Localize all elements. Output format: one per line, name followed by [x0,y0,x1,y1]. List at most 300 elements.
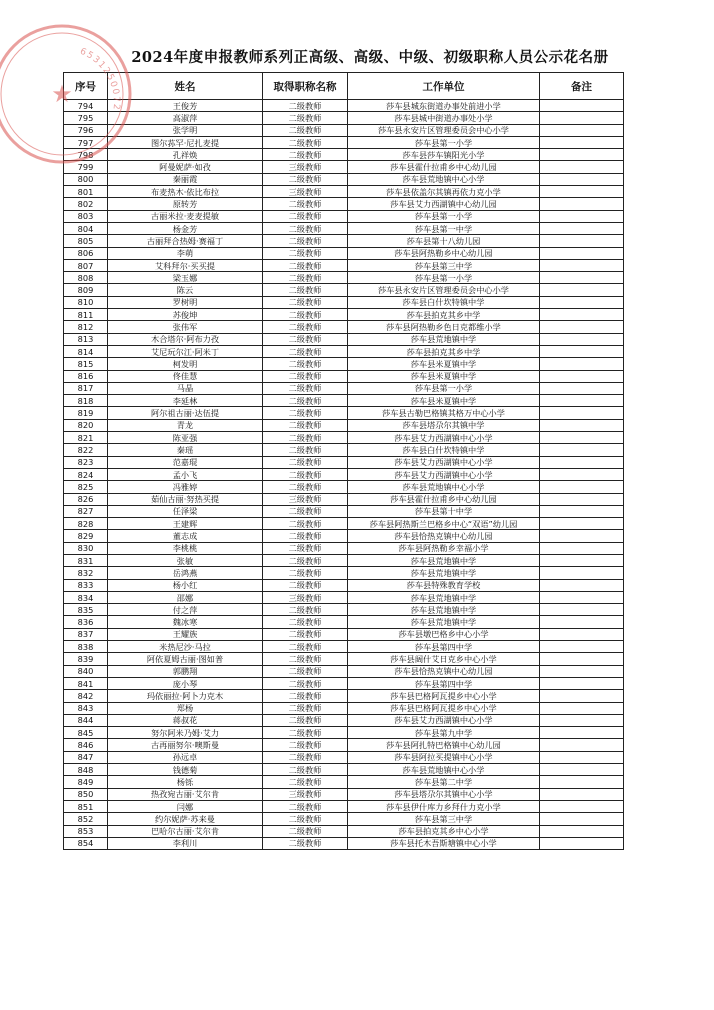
row-index: 818 [64,395,108,407]
row-name: 苏俊坤 [108,309,263,321]
table-row [64,395,624,407]
row-remark [540,628,624,640]
row-remark [540,161,624,173]
col-header-index: 序号 [64,73,108,100]
table-row [64,456,624,468]
table-row [64,100,624,112]
table-row [64,727,624,739]
row-title: 二级教师 [263,604,348,616]
row-index: 827 [64,505,108,517]
row-remark [540,641,624,653]
row-index: 822 [64,444,108,456]
row-remark [540,456,624,468]
row-index: 811 [64,309,108,321]
table-row [64,382,624,394]
table-row [64,653,624,665]
table-row [64,210,624,222]
row-workplace: 莎车县第二中学 [348,776,540,788]
row-workplace: 莎车县荒地镇中学 [348,554,540,566]
row-remark [540,616,624,628]
row-workplace: 莎车县阔什艾日克乡中心小学 [348,653,540,665]
row-name: 梁玉娜 [108,272,263,284]
row-name: 杨铄 [108,776,263,788]
row-title: 三级教师 [263,186,348,198]
table-row [64,247,624,259]
row-name: 热孜宛古丽·艾尔肯 [108,788,263,800]
row-index: 816 [64,370,108,382]
row-workplace: 莎车县米夏镇中学 [348,358,540,370]
table-row [64,567,624,579]
table-row [64,604,624,616]
row-name: 王俊芳 [108,100,263,112]
row-workplace: 莎车县白什坎特镇中学 [348,444,540,456]
row-title: 二级教师 [263,776,348,788]
row-title: 二级教师 [263,444,348,456]
row-workplace: 莎车县艾力西湖镇中心小学 [348,456,540,468]
row-name: 王建辉 [108,518,263,530]
row-remark [540,493,624,505]
row-title: 三级教师 [263,591,348,603]
row-name: 罗树明 [108,296,263,308]
row-index: 838 [64,641,108,653]
row-name: 木合塔尔·阿布力孜 [108,333,263,345]
table-row [64,641,624,653]
row-remark [540,407,624,419]
row-remark [540,837,624,849]
row-remark [540,333,624,345]
row-workplace: 莎车县第一小学 [348,136,540,148]
row-name: 陈云 [108,284,263,296]
table-row [64,739,624,751]
row-workplace: 莎车县荒地镇中学 [348,567,540,579]
table-row [64,149,624,161]
row-name: 约尔妮萨·苏来曼 [108,813,263,825]
row-title: 二级教师 [263,628,348,640]
table-row [64,173,624,185]
row-index: 836 [64,616,108,628]
table-row [64,358,624,370]
row-workplace: 莎车县阿热勒乡幸福小学 [348,542,540,554]
row-workplace: 莎车县霍什拉甫乡中心幼儿园 [348,161,540,173]
row-index: 843 [64,702,108,714]
row-index: 830 [64,542,108,554]
row-title: 二级教师 [263,124,348,136]
row-workplace: 莎车县拍克其乡中学 [348,309,540,321]
table-row [64,764,624,776]
row-title: 二级教师 [263,222,348,234]
row-index: 801 [64,186,108,198]
row-title: 二级教师 [263,554,348,566]
row-index: 844 [64,714,108,726]
row-title: 二级教师 [263,751,348,763]
row-workplace: 莎车县拍克其乡中学 [348,345,540,357]
row-title: 二级教师 [263,702,348,714]
row-title: 二级教师 [263,616,348,628]
row-workplace: 莎车县艾力西湖镇中心小学 [348,432,540,444]
row-workplace: 莎车县第一小学 [348,210,540,222]
row-workplace: 莎车县阿扎特巴格镇中心幼儿园 [348,739,540,751]
row-workplace: 莎车县古勒巴格镇其格万中心小学 [348,407,540,419]
table-row [64,751,624,763]
table-row [64,468,624,480]
row-remark [540,739,624,751]
row-index: 850 [64,788,108,800]
row-remark [540,222,624,234]
row-title: 二级教师 [263,395,348,407]
table-row [64,714,624,726]
row-remark [540,296,624,308]
row-workplace: 莎车县巴格阿瓦提乡中心小学 [348,702,540,714]
table-row [64,702,624,714]
roster-table [63,72,624,850]
row-index: 795 [64,112,108,124]
row-remark [540,813,624,825]
row-name: 张伟军 [108,321,263,333]
row-index: 797 [64,136,108,148]
row-name: 马晶 [108,382,263,394]
row-title: 二级教师 [263,259,348,271]
row-workplace: 莎车县荒地镇中学 [348,604,540,616]
row-index: 807 [64,259,108,271]
row-workplace: 莎车县依盖尔其镇再依力克小学 [348,186,540,198]
row-name: 李利川 [108,837,263,849]
row-remark [540,395,624,407]
row-workplace: 莎车县荒地镇中学 [348,616,540,628]
row-workplace: 莎车县第一中学 [348,222,540,234]
row-remark [540,714,624,726]
table-row [64,493,624,505]
row-index: 825 [64,481,108,493]
table-row [64,333,624,345]
table-row [64,124,624,136]
row-name: 秦丽霞 [108,173,263,185]
row-title: 二级教师 [263,173,348,185]
row-workplace: 莎车县第九中学 [348,727,540,739]
row-name: 付之萍 [108,604,263,616]
row-workplace: 莎车县第一小学 [348,382,540,394]
row-remark [540,358,624,370]
row-remark [540,272,624,284]
row-title: 二级教师 [263,456,348,468]
row-remark [540,825,624,837]
row-title: 二级教师 [263,677,348,689]
row-workplace: 莎车县荒地镇中心小学 [348,764,540,776]
row-index: 821 [64,432,108,444]
row-index: 834 [64,591,108,603]
row-workplace: 莎车县第十中学 [348,505,540,517]
row-name: 孟小飞 [108,468,263,480]
table-row [64,432,624,444]
row-workplace: 莎车县墩巴格乡中心小学 [348,628,540,640]
row-title: 二级教师 [263,112,348,124]
row-workplace: 莎车县第四中学 [348,641,540,653]
row-title: 二级教师 [263,210,348,222]
row-title: 二级教师 [263,432,348,444]
row-remark [540,554,624,566]
row-remark [540,100,624,112]
row-workplace: 莎车县白什坎特镇中学 [348,296,540,308]
row-workplace: 莎车县城中街道办事处小学 [348,112,540,124]
row-workplace: 莎车县恰热克镇中心幼儿园 [348,665,540,677]
table-row [64,665,624,677]
row-remark [540,567,624,579]
row-remark [540,481,624,493]
row-name: 李萌 [108,247,263,259]
table-row [64,296,624,308]
row-title: 二级教师 [263,690,348,702]
row-index: 810 [64,296,108,308]
row-workplace: 莎车县荒地镇中学 [348,333,540,345]
row-name: 钱德菊 [108,764,263,776]
row-index: 823 [64,456,108,468]
row-workplace: 莎车县莎车镇阳光小学 [348,149,540,161]
table-header-row [64,73,624,100]
row-remark [540,800,624,812]
row-remark [540,345,624,357]
row-workplace: 莎车县阿热勒乡色日克都维小学 [348,321,540,333]
row-remark [540,186,624,198]
row-title: 二级教师 [263,837,348,849]
row-title: 二级教师 [263,665,348,677]
row-name: 古再丽努尔·噢斯曼 [108,739,263,751]
row-remark [540,518,624,530]
row-name: 李桃桃 [108,542,263,554]
seal-star-icon: ★ [51,80,73,108]
row-remark [540,259,624,271]
table-row [64,309,624,321]
row-index: 847 [64,751,108,763]
col-header-workplace: 工作单位 [348,73,540,100]
row-workplace: 莎车县伊什库力乡拜什力克小学 [348,800,540,812]
row-name: 岳鸿燕 [108,567,263,579]
table-row [64,222,624,234]
row-name: 原转芳 [108,198,263,210]
row-index: 813 [64,333,108,345]
row-name: 蒋叔花 [108,714,263,726]
row-title: 二级教师 [263,382,348,394]
table-row [64,542,624,554]
row-name: 柯发明 [108,358,263,370]
table-row [64,825,624,837]
table-row [64,628,624,640]
table-row [64,800,624,812]
row-index: 831 [64,554,108,566]
table-row [64,161,624,173]
row-index: 817 [64,382,108,394]
row-name: 古丽米拉·麦麦提敏 [108,210,263,222]
row-title: 二级教师 [263,370,348,382]
row-name: 茹仙古丽·努热买提 [108,493,263,505]
row-remark [540,198,624,210]
row-remark [540,542,624,554]
row-name: 庞小琴 [108,677,263,689]
row-remark [540,665,624,677]
row-index: 794 [64,100,108,112]
row-workplace: 莎车县艾力西湖镇中心小学 [348,714,540,726]
table-row [64,518,624,530]
row-remark [540,702,624,714]
row-remark [540,210,624,222]
table-row [64,272,624,284]
row-index: 837 [64,628,108,640]
row-name: 孔祥焕 [108,149,263,161]
row-name: 冯雅婷 [108,481,263,493]
row-name: 阿依夏姆古丽·图如普 [108,653,263,665]
row-workplace: 莎车县第三中学 [348,813,540,825]
row-title: 三级教师 [263,161,348,173]
row-title: 二级教师 [263,530,348,542]
row-index: 826 [64,493,108,505]
seal-digits: 6531250072 [78,46,122,112]
row-index: 808 [64,272,108,284]
row-index: 812 [64,321,108,333]
table-row [64,370,624,382]
row-workplace: 莎车县特殊教育学校 [348,579,540,591]
row-workplace: 莎车县托木吾斯塘镇中心小学 [348,837,540,849]
row-workplace: 莎车县阿热斯兰巴格乡中心“双语”幼儿园 [348,518,540,530]
row-index: 828 [64,518,108,530]
table-row [64,690,624,702]
row-title: 二级教师 [263,727,348,739]
row-remark [540,309,624,321]
row-title: 二级教师 [263,481,348,493]
table-row [64,554,624,566]
row-index: 819 [64,407,108,419]
row-title: 二级教师 [263,136,348,148]
table-row [64,776,624,788]
row-index: 805 [64,235,108,247]
row-remark [540,235,624,247]
row-remark [540,444,624,456]
page-title: 2024年度申报教师系列正高级、高级、中级、初级职称人员公示花名册 [131,49,609,66]
row-title: 二级教师 [263,272,348,284]
row-index: 851 [64,800,108,812]
row-index: 842 [64,690,108,702]
table-row [64,591,624,603]
row-title: 二级教师 [263,149,348,161]
row-title: 二级教师 [263,235,348,247]
row-index: 820 [64,419,108,431]
row-name: 杨金芳 [108,222,263,234]
col-header-name: 姓名 [108,73,263,100]
row-name: 任泽梁 [108,505,263,517]
row-name: 阿曼妮萨·如孜 [108,161,263,173]
row-index: 804 [64,222,108,234]
row-name: 魏冰寒 [108,616,263,628]
row-name: 佟佳慧 [108,370,263,382]
row-name: 张学明 [108,124,263,136]
row-index: 854 [64,837,108,849]
row-workplace: 莎车县霍什拉甫乡中心幼儿园 [348,493,540,505]
row-title: 二级教师 [263,714,348,726]
table-row [64,444,624,456]
row-name: 孙远卓 [108,751,263,763]
row-title: 二级教师 [263,579,348,591]
row-workplace: 莎车县城东街道办事处前进小学 [348,100,540,112]
row-remark [540,776,624,788]
row-title: 二级教师 [263,345,348,357]
table-row [64,579,624,591]
row-remark [540,136,624,148]
row-index: 798 [64,149,108,161]
row-remark [540,173,624,185]
row-title: 二级教师 [263,321,348,333]
row-workplace: 莎车县荒地镇中学 [348,591,540,603]
row-index: 803 [64,210,108,222]
row-title: 二级教师 [263,468,348,480]
row-title: 二级教师 [263,518,348,530]
row-name: 巴哈尔古丽·艾尔肯 [108,825,263,837]
row-index: 852 [64,813,108,825]
row-remark [540,468,624,480]
row-workplace: 莎车县第三中学 [348,259,540,271]
row-index: 840 [64,665,108,677]
row-name: 高淑萍 [108,112,263,124]
row-name: 艾尼玩尔江·阿米丁 [108,345,263,357]
row-title: 二级教师 [263,333,348,345]
row-name: 邵娜 [108,591,263,603]
row-workplace: 莎车县塔尕尔其镇中学 [348,419,540,431]
row-remark [540,764,624,776]
row-index: 796 [64,124,108,136]
table-row [64,505,624,517]
row-workplace: 莎车县米夏镇中学 [348,395,540,407]
row-workplace: 莎车县阿拉买提镇中心小学 [348,751,540,763]
row-remark [540,321,624,333]
row-title: 二级教师 [263,813,348,825]
row-index: 799 [64,161,108,173]
row-workplace: 莎车县巴格阿瓦提乡中心小学 [348,690,540,702]
row-index: 853 [64,825,108,837]
table-row [64,530,624,542]
table-row [64,198,624,210]
row-index: 832 [64,567,108,579]
row-title: 二级教师 [263,800,348,812]
table-row [64,235,624,247]
row-index: 841 [64,677,108,689]
row-workplace: 莎车县米夏镇中学 [348,370,540,382]
col-header-title: 取得职称名称 [263,73,348,100]
row-name: 布麦热木·依比布拉 [108,186,263,198]
table-row [64,112,624,124]
row-remark [540,591,624,603]
row-title: 二级教师 [263,358,348,370]
row-index: 829 [64,530,108,542]
row-workplace: 莎车县荒地镇中心小学 [348,481,540,493]
row-title: 二级教师 [263,100,348,112]
row-title: 二级教师 [263,284,348,296]
row-remark [540,124,624,136]
row-title: 二级教师 [263,641,348,653]
row-remark [540,653,624,665]
col-header-remark: 备注 [540,73,624,100]
row-title: 二级教师 [263,505,348,517]
row-title: 二级教师 [263,739,348,751]
row-name: 玛依丽拉·阿卜力克木 [108,690,263,702]
table-row [64,321,624,333]
row-index: 849 [64,776,108,788]
row-title: 二级教师 [263,247,348,259]
row-name: 阿尔祖古丽·达伍提 [108,407,263,419]
table-row [64,837,624,849]
row-index: 814 [64,345,108,357]
row-name: 郑杨 [108,702,263,714]
row-index: 806 [64,247,108,259]
row-title: 三级教师 [263,493,348,505]
row-name: 郭鹏翔 [108,665,263,677]
row-title: 二级教师 [263,825,348,837]
row-workplace: 莎车县艾力西湖镇中心小学 [348,468,540,480]
